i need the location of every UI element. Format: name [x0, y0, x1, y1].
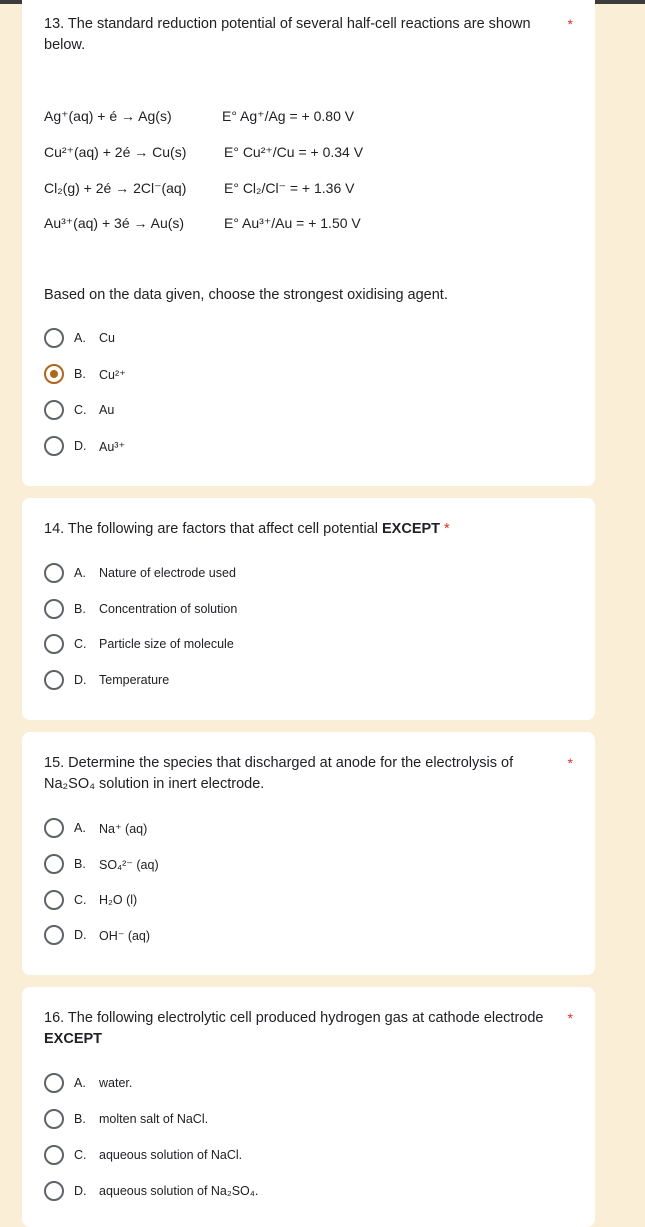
- question-card-14: [22, 498, 595, 720]
- option-b[interactable]: [44, 1108, 208, 1130]
- option-letter: A.: [74, 566, 86, 580]
- option-b[interactable]: [44, 363, 126, 385]
- radio-button[interactable]: [44, 599, 64, 619]
- radio-button[interactable]: [44, 818, 64, 838]
- radio-button[interactable]: [44, 925, 64, 945]
- radio-button[interactable]: [44, 1145, 64, 1165]
- equation-reaction: Cl₂(g) + 2é → 2Cl⁻(aq): [44, 180, 187, 196]
- option-label: Cu: [99, 331, 115, 345]
- equation-row: [44, 144, 364, 161]
- equation-row: [44, 108, 355, 125]
- option-label: Au³⁺: [99, 439, 126, 454]
- option-letter: B.: [74, 367, 86, 381]
- option-letter: D.: [74, 928, 87, 942]
- option-letter: A.: [74, 1076, 86, 1090]
- option-a[interactable]: [44, 327, 115, 349]
- radio-button-selected[interactable]: [44, 364, 64, 384]
- option-a[interactable]: [44, 817, 147, 839]
- option-label: OH⁻ (aq): [99, 928, 151, 943]
- question-card-13: [22, 0, 595, 486]
- option-label: Cu²⁺: [99, 367, 126, 382]
- option-letter: C.: [74, 637, 87, 651]
- option-c[interactable]: [44, 889, 137, 911]
- option-a[interactable]: [44, 562, 236, 584]
- required-mark: *: [567, 1010, 573, 1026]
- option-letter: A.: [74, 331, 86, 345]
- option-letter: C.: [74, 403, 87, 417]
- radio-button[interactable]: [44, 670, 64, 690]
- question-card-15: [22, 732, 595, 975]
- radio-button[interactable]: [44, 328, 64, 348]
- question-title-emphasis: EXCEPT: [44, 1031, 103, 1047]
- option-d[interactable]: [44, 669, 169, 691]
- option-d[interactable]: [44, 1180, 258, 1202]
- question-title: 13. The standard reduction potential of several half-cell reactions are shown below.: [44, 16, 531, 53]
- option-c[interactable]: [44, 1144, 242, 1166]
- option-label: Nature of electrode used: [99, 566, 236, 580]
- equation-potential: E° Cu²⁺/Cu = + 0.34 V: [224, 144, 364, 160]
- radio-button[interactable]: [44, 1181, 64, 1201]
- option-c[interactable]: [44, 399, 114, 421]
- required-mark: *: [567, 755, 573, 771]
- required-mark: *: [567, 16, 573, 32]
- option-letter: C.: [74, 1148, 87, 1162]
- question-card-16: [22, 987, 595, 1227]
- question-title: [44, 1008, 549, 1050]
- option-label: Na⁺ (aq): [99, 821, 148, 836]
- question-prompt: Based on the data given, choose the strongest oxidising agent.: [44, 287, 448, 303]
- option-label: aqueous solution of Na₂SO₄.: [99, 1184, 259, 1198]
- option-label: SO₄²⁻ (aq): [99, 857, 159, 872]
- radio-button[interactable]: [44, 890, 64, 910]
- radio-button[interactable]: [44, 634, 64, 654]
- option-a[interactable]: [44, 1072, 132, 1094]
- option-label: molten salt of NaCl.: [99, 1112, 209, 1126]
- option-d[interactable]: [44, 435, 125, 457]
- option-letter: A.: [74, 821, 86, 835]
- option-b[interactable]: [44, 598, 237, 620]
- question-title: 15. Determine the species that discharged at anode for the electrolysis of Na₂SO₄ solution in inert electrode.: [44, 755, 514, 792]
- question-title-text: 16. The following electrolytic cell produced hydrogen gas at cathode electrode: [44, 1010, 544, 1026]
- option-label: Concentration of solution: [99, 602, 238, 616]
- radio-button[interactable]: [44, 436, 64, 456]
- radio-button[interactable]: [44, 1109, 64, 1129]
- equation-row: [44, 215, 361, 232]
- option-label: water.: [99, 1076, 133, 1090]
- equation-potential: E° Cl₂/Cl⁻ = + 1.36 V: [224, 180, 355, 196]
- option-b[interactable]: [44, 853, 159, 875]
- question-title: [44, 519, 564, 540]
- option-label: Particle size of molecule: [99, 637, 234, 651]
- radio-button[interactable]: [44, 854, 64, 874]
- radio-button[interactable]: [44, 563, 64, 583]
- equation-row: [44, 180, 355, 197]
- option-label: H₂O (l): [99, 893, 138, 907]
- equation-reaction: Cu²⁺(aq) + 2é → Cu(s): [44, 144, 187, 160]
- equation-reaction: Au³⁺(aq) + 3é → Au(s): [44, 215, 185, 231]
- option-letter: B.: [74, 1112, 86, 1126]
- option-c[interactable]: [44, 633, 234, 655]
- option-d[interactable]: [44, 924, 150, 946]
- question-title-emphasis: EXCEPT: [382, 521, 441, 537]
- equation-potential: E° Au³⁺/Au = + 1.50 V: [224, 215, 361, 231]
- option-letter: D.: [74, 673, 87, 687]
- required-mark: *: [444, 521, 450, 537]
- equation-reaction: Ag⁺(aq) + é → Ag(s): [44, 108, 172, 124]
- option-label: Au: [99, 403, 115, 417]
- radio-button[interactable]: [44, 1073, 64, 1093]
- radio-button[interactable]: [44, 400, 64, 420]
- option-letter: C.: [74, 893, 87, 907]
- option-label: aqueous solution of NaCl.: [99, 1148, 243, 1162]
- question-title-text: 14. The following are factors that affect cell potential: [44, 521, 382, 537]
- equation-potential: E° Ag⁺/Ag = + 0.80 V: [222, 108, 355, 124]
- option-label: Temperature: [99, 673, 170, 687]
- option-letter: B.: [74, 857, 86, 871]
- option-letter: B.: [74, 602, 86, 616]
- option-letter: D.: [74, 439, 87, 453]
- option-letter: D.: [74, 1184, 87, 1198]
